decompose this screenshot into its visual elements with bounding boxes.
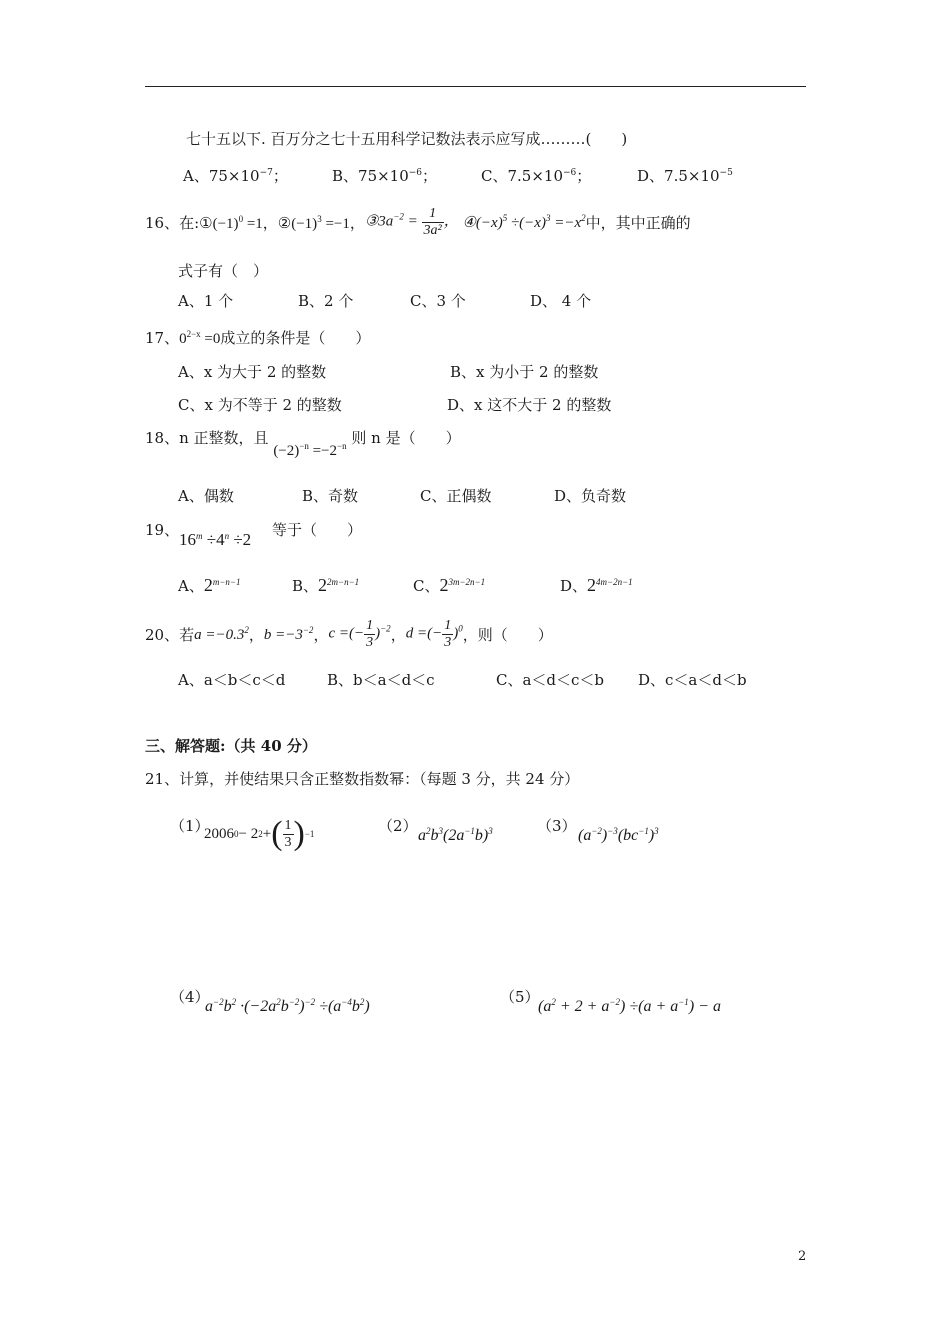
q17-expr: $0^{2-x} =0$ — [179, 329, 221, 347]
q21-part1-label: （1） — [170, 817, 210, 835]
q18-option-b: B、奇数 — [302, 487, 359, 505]
q19-option-a: A、$2^{m-n-1}$ — [178, 575, 241, 595]
q17-option-a: A、x 为大于 2 的整数 — [178, 363, 327, 381]
q21-part2-label: （2） — [378, 817, 418, 835]
q18-option-c: C、正偶数 — [420, 487, 492, 505]
q20-option-b: B、b＜a＜d＜c — [327, 671, 435, 689]
q21-part1-expr: 2006 0 − 2 2 + ( $\frac{1}{3}$ ) −1 — [204, 815, 315, 852]
q16-stem-line2: 式子有（ ） — [178, 262, 269, 280]
q18-stem: 18、n 正整数，且 $(-2)^{-n} =-2^{-n}$ 则 n 是（ ） — [145, 429, 461, 459]
q19-option-b: B、$2^{2m-n-1}$ — [292, 575, 360, 595]
q21-part3-expr: $(a^{-2})^{-3}(bc^{-1})^3$ — [578, 826, 659, 844]
header-rule — [145, 86, 806, 87]
q15-stem: 七十五以下. 百万分之七十五用科学记数法表示应写成………( ) — [186, 130, 628, 148]
q21-part2-expr: $a^2b^3(2a^{-1}b)^3$ — [418, 826, 493, 844]
q17-stem: 17、$0^{2-x} =0$成立的条件是（ ） — [145, 329, 371, 347]
q20-stem: 20、若 $a =-0.3^2$ ， $b =-3^{-2}$ ， c =(− $\frac{1}{3}$ )$^{-2}$ ， d =(− $\frac{1}{3}$ )$^0$ ，则（ ） — [145, 618, 553, 650]
q16-expr-2: $②(-1)^3 =-1$， — [277, 213, 365, 232]
q16-fraction: $\frac{1}{\text{3a²}}$ — [423, 206, 442, 238]
q20-c-expr: c =(− $\frac{1}{3}$ )$^{-2}$ — [328, 618, 391, 650]
q16-expr-3: $③3a^{-2}$ = $\frac{1}{\text{3a²}}$ ， — [364, 206, 459, 238]
q15-option-b: B、$75\times 10^{-6}$； — [332, 167, 438, 185]
q19-option-d: D、$2^{4m-2n-1}$ — [560, 575, 633, 595]
q21-part4-label: （4） — [170, 988, 210, 1006]
q16-option-d: D、 4 个 — [530, 292, 592, 310]
q16-expr-4: $④(-x)^5 \div(-x)^3 =-x^2$ — [462, 212, 586, 231]
q16-option-b: B、2 个 — [298, 292, 354, 310]
q19-option-c: C、$2^{3m-2n-1}$ — [413, 575, 486, 595]
q16-option-c: C、3 个 — [410, 292, 466, 310]
q21-part5-expr: $(a^2 + 2 + a^{-2}) \div(a + a^{-1}) - a$ — [538, 997, 721, 1015]
q16-expr-1: $①(-1)^0 =1$， — [199, 213, 278, 232]
q19-number: 19、 — [145, 521, 180, 539]
q20-c-fraction: $\frac{1}{3}$ — [366, 618, 374, 650]
q21-part1-fraction: $\frac{1}{3}$ — [284, 818, 292, 850]
q16-option-a: A、1 个 — [178, 292, 234, 310]
q19-expr: $16^m \div 4^n \div 2$ — [179, 530, 252, 549]
q15-option-a: A、$75\times 10^{-7}$； — [183, 167, 288, 185]
q21-part3-label: （3） — [537, 817, 577, 835]
page-number: 2 — [798, 1249, 807, 1264]
q18-option-d: D、负奇数 — [554, 487, 627, 505]
q18-option-a: A、偶数 — [178, 487, 234, 505]
q19-tail: 等于（ ） — [272, 521, 363, 539]
q18-expr: $(-2)^{-n} =-2^{-n}$ — [273, 441, 347, 459]
q17-option-d: D、x 这不大于 2 的整数 — [447, 396, 612, 414]
q17-option-c: C、x 为不等于 2 的整数 — [178, 396, 342, 414]
q20-d-fraction: $\frac{1}{3}$ — [444, 618, 452, 650]
q20-option-d: D、c＜a＜d＜b — [638, 671, 747, 689]
q21-part5-label: （5） — [500, 988, 540, 1006]
q21-part4-expr: $a^{-2}b^2 \cdot(-2a^2b^{-2})^{-2} \div(a^{-4}b^2)$ — [205, 997, 370, 1015]
q20-d-expr: d =(− $\frac{1}{3}$ )$^0$ — [405, 618, 463, 650]
q16-stem: 16、在: $①(-1)^0 =1$， $②(-1)^3 =-1$， $③3a^{-2}$ = $\frac{1}{\text{3a²}}$ ， $④(-x)^5 \div(-x)^3 =-x^2$ 中，其中正确的 — [145, 206, 691, 238]
section-3-title: 三、解答题:（共 40 分） — [145, 737, 317, 755]
q15-option-d: D、$7.5\times 10^{-5}$ — [637, 167, 733, 185]
q20-option-a: A、a＜b＜c＜d — [178, 671, 286, 689]
q20-b-expr: $b =-3^{-2}$ — [263, 624, 314, 643]
q20-option-c: C、a＜d＜c＜b — [496, 671, 605, 689]
q21-stem: 21、计算，并使结果只含正整数指数幂：（每题 3 分，共 24 分） — [145, 770, 580, 788]
q17-option-b: B、x 为小于 2 的整数 — [450, 363, 599, 381]
q20-a-expr: $a =-0.3^2$ — [194, 624, 249, 643]
q15-option-c: C、$7.5\times 10^{-6}$； — [481, 167, 592, 185]
